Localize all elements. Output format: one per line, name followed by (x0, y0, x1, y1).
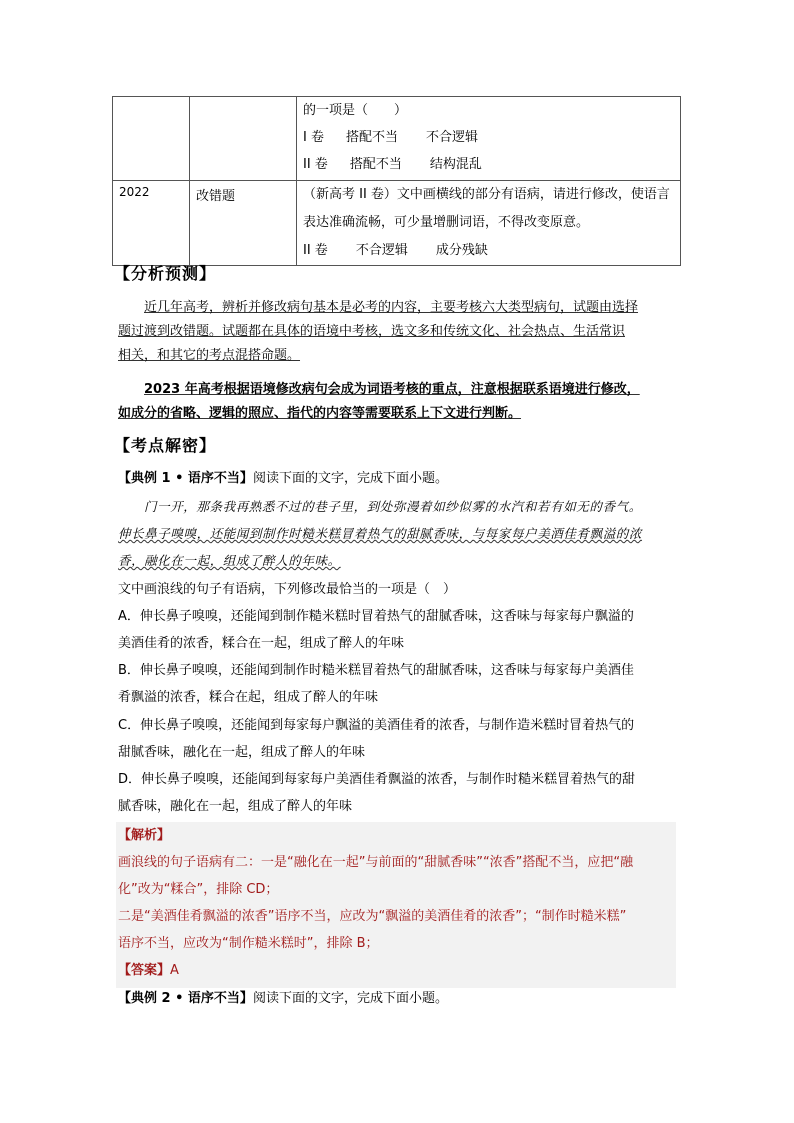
analysis-label: 【解析】 (118, 828, 171, 843)
detail-cell (297, 97, 681, 181)
answer-value: A (170, 963, 179, 978)
section-heading-key-points: 【考点解密】 (114, 436, 217, 455)
detail-line: 表达准确流畅，可少量增删词语，不得改变原意。 (303, 215, 590, 230)
paper-line: I 卷 搭配不当 不合逻辑 (303, 130, 478, 145)
detail-cell (297, 181, 681, 266)
question-type-cell: 改错题 (190, 181, 297, 266)
year-cell (113, 97, 190, 181)
option-c-line-2: 甜腻香味，融化在一起，组成了醉人的年味 (118, 745, 366, 760)
answer-line (118, 958, 179, 984)
option-d-line-2: 腻香味，融化在一起，组成了醉人的年味 (118, 799, 353, 814)
option-b-line-2: 肴飘溢的浓香，糅合在起，组成了醉人的年味 (118, 690, 379, 705)
analysis-line: 画浪线的句子语病有二：一是“融化在一起”与前面的“甜腻香味”“浓香”搭配不当，应把“融 (118, 855, 634, 870)
option-a-line-2: 美酒佳肴的浓香，糅合在一起，组成了醉人的年味 (118, 636, 405, 651)
year-cell: 2022 (113, 181, 190, 266)
option-a-line-1: A．伸长鼻子嗅嗅，还能闻到制作糙米糕时冒着热气的甜腻香味，这香味与每家每户飘溢的 (118, 609, 634, 624)
detail-line: （新高考 II 卷）文中画横线的部分有语病，请进行修改，使语言 (303, 187, 670, 202)
example-2-header (118, 986, 683, 1012)
detail-line: 的一项是（ ） (303, 103, 408, 118)
analysis-line: 语序不当，应改为“制作糙米糕时”，排除 B； (118, 936, 379, 951)
paper-line: II 卷 不合逻辑 成分残缺 (303, 243, 488, 258)
table-row (113, 181, 681, 266)
forecast-paragraph-2: 2023 年高考根据语境修改病句会成为词语考核的重点，注意根据联系语境进行修改， 如成分的省略、逻辑的照应、指代的内容等需要联系上下文进行判断。 (118, 382, 640, 421)
option-c-line-1: C．伸长鼻子嗅嗅，还能闻到每家每户飘溢的美酒佳肴的浓香，与制作造米糕时冒着热气的 (118, 718, 635, 733)
passage-line: 香，融化在一起，组成了醉人的年味。 (118, 553, 341, 568)
example-1-header (118, 466, 683, 492)
passage-line: 伸长鼻子嗅嗅，还能闻到制作时糙米糕冒着热气的甜腻香味，与每家每户美酒佳肴飘溢的浓 (118, 526, 643, 541)
forecast-paragraph-1: 近几年高考，辨析并修改病句基本是必考的内容，主要考核六大类型病句，试题由选择 题过渡到改错题。试题都在具体的语境中考核，选文多和传统文化、社会热点、生活常识 相关，和其它的考点混搭命题。 (118, 300, 639, 363)
passage-line: 门一开，那条我再熟悉不过的巷子里，到处弥漫着如纱似雾的水汽和若有如无的香气。 (144, 499, 642, 514)
example-tag: 【典例 1 • 语序不当】 (118, 471, 253, 486)
section-heading-analysis-forecast: 【分析预测】 (114, 264, 217, 283)
option-d-line-1: D．伸长鼻子嗅嗅，还能闻到每家每户美酒佳肴飘溢的浓香，与制作时糙米糕冒着热气的甜 (118, 772, 636, 787)
table-row (113, 97, 681, 181)
question-type-cell (190, 97, 297, 181)
exam-history-table (112, 96, 681, 266)
question-text: 文中画浪线的句子有语病，下列修改最恰当的一项是（ ） (118, 582, 457, 597)
analysis-line: 化”改为“糅合”，排除 CD； (118, 882, 279, 897)
paper-line: II 卷 搭配不当 结构混乱 (303, 157, 482, 172)
analysis-line: 二是“美酒佳肴飘溢的浓香”语序不当，应改为“飘溢的美酒佳肴的浓香”；“制作时糙米糕” (118, 909, 627, 924)
example-intro: 阅读下面的文字，完成下面小题。 (252, 991, 448, 1006)
answer-label: 【答案】 (118, 963, 171, 978)
example-tag: 【典例 2 • 语序不当】 (118, 991, 253, 1006)
example-intro: 阅读下面的文字，完成下面小题。 (252, 471, 448, 486)
option-b-line-1: B．伸长鼻子嗅嗅，还能闻到制作时糙米糕冒着热气的甜腻香味，这香味与每家每户美酒佳 (118, 663, 634, 678)
